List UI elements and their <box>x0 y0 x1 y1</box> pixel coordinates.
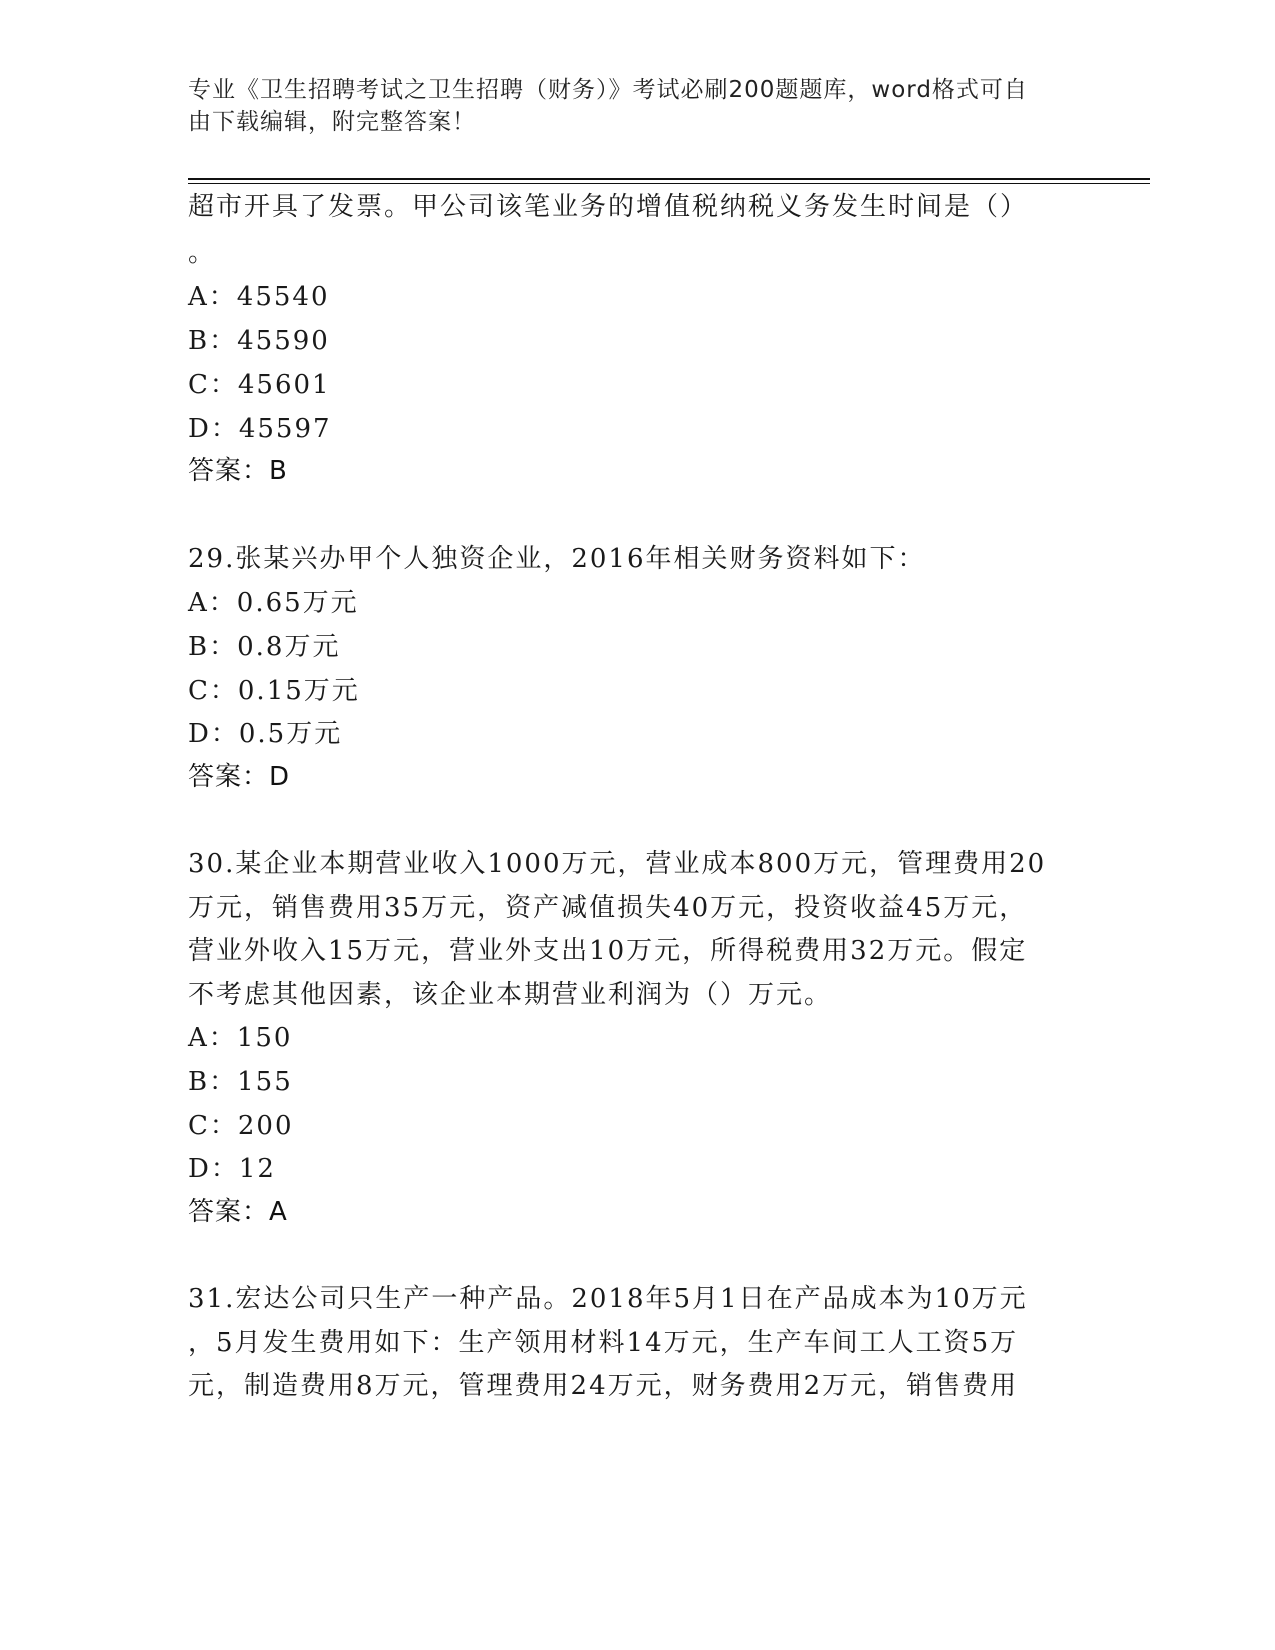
q31-stem-line-1: 31.宏达公司只生产一种产品。2018年5月1日在产品成本为10万元 <box>188 1284 1028 1314</box>
q30-stem-line-1: 30.某企业本期营业收入1000万元，营业成本800万元，管理费用20 <box>188 849 1047 879</box>
q30-option-d: D：12 <box>188 1154 276 1184</box>
document-header <box>188 74 1068 138</box>
q30-stem-line-3: 营业外收入15万元，营业外支出10万元，所得税费用32万元。假定 <box>188 936 1028 966</box>
q28-answer: 答案：B <box>188 456 288 486</box>
q28-option-d: D：45597 <box>188 414 332 444</box>
q28-option-b: B：45590 <box>188 326 330 356</box>
q29-option-a: A：0.65万元 <box>188 588 359 618</box>
q28-option-c: C：45601 <box>188 370 331 400</box>
q29-stem-line-1: 29.张某兴办甲个人独资企业，2016年相关财务资料如下： <box>188 544 926 574</box>
q30-option-b: B：155 <box>188 1067 293 1097</box>
q30-stem-line-2: 万元，销售费用35万元，资产减值损失40万元，投资收益45万元， <box>188 893 1028 923</box>
header-divider-thin <box>188 183 1150 184</box>
q31-stem-line-2: ，5月发生费用如下：生产领用材料14万元，生产车间工人工资5万 <box>188 1328 1019 1358</box>
q30-answer: 答案：A <box>188 1197 288 1227</box>
q29-option-d: D：0.5万元 <box>188 719 343 749</box>
q29-answer: 答案：D <box>188 762 291 792</box>
q29-option-b: B：0.8万元 <box>188 632 341 662</box>
q28-stem-line-2: 。 <box>188 238 217 268</box>
q30-stem-line-4: 不考虑其他因素，该企业本期营业利润为（）万元。 <box>188 980 833 1010</box>
header-title-line-1: 专业《卫生招聘考试之卫生招聘（财务）》考试必刷200题题库，word格式可自 <box>188 77 1028 103</box>
q28-option-a: A：45540 <box>188 282 330 312</box>
header-divider-thick <box>188 178 1150 180</box>
q28-stem-line-1: 超市开具了发票。甲公司该笔业务的增值税纳税义务发生时间是（） <box>188 192 1029 222</box>
q29-option-c: C：0.15万元 <box>188 676 360 706</box>
q30-option-c: C：200 <box>188 1111 294 1141</box>
header-title-line-2: 由下载编辑，附完整答案！ <box>188 109 476 135</box>
q31-stem-line-3: 元，制造费用8万元，管理费用24万元，财务费用2万元，销售费用 <box>188 1371 1019 1401</box>
q30-option-a: A：150 <box>188 1023 293 1053</box>
